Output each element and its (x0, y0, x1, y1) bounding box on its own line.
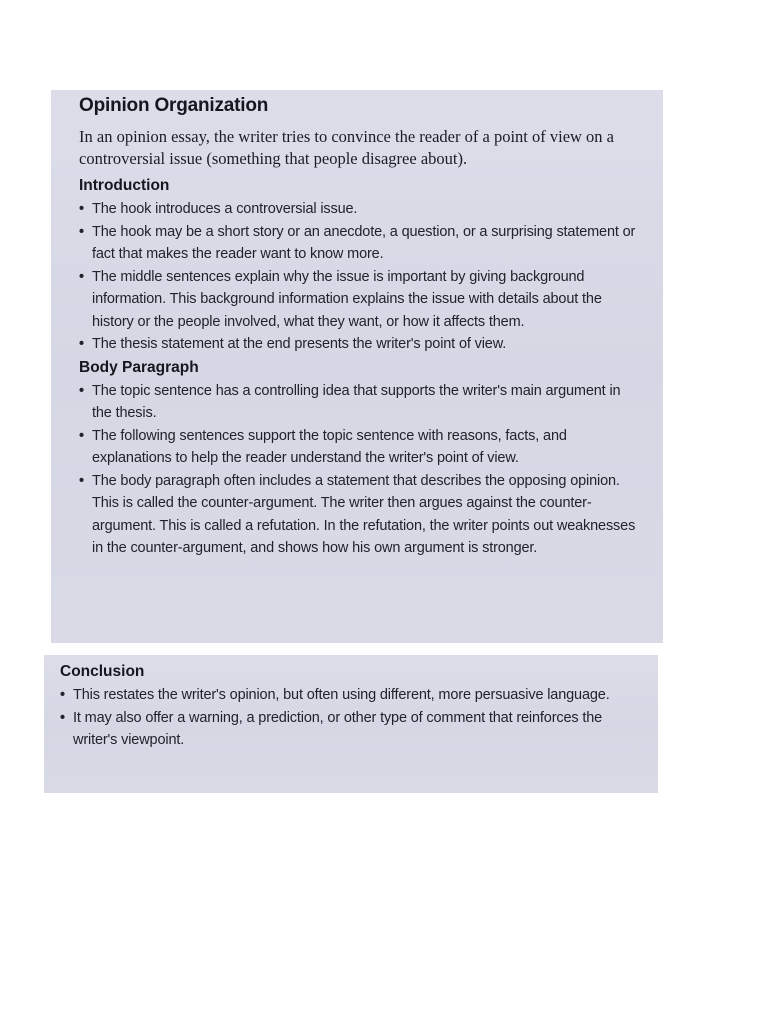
intro-paragraph: In an opinion essay, the writer tries to convince the reader of a point of view on a controversial issue (something that people disagree about). (79, 127, 615, 168)
list-item: • The middle sentences explain why the issue is important by giving background information. This background information explains the issue with details about the history or the people involved, what they want, or how it affects them. (79, 266, 643, 334)
page-title: Opinion Organization (79, 95, 269, 116)
list-item: • It may also offer a warning, a prediction, or other type of comment that reinforces the writer's viewpoint. (60, 707, 648, 752)
bullet-icon: • (79, 201, 84, 217)
bullet-icon: • (79, 382, 84, 399)
bullet-icon: • (79, 472, 84, 489)
bullet-icon: • (79, 268, 84, 285)
introduction-heading: Introduction (79, 177, 170, 194)
textbook-scan-top (51, 90, 663, 643)
bullet-icon: • (79, 223, 84, 240)
bullet-icon: • (79, 427, 84, 444)
introduction-list (79, 198, 643, 356)
body-paragraph-heading: Body Paragraph (79, 358, 199, 376)
textbook-scan-bottom (44, 655, 658, 793)
list-item: • The following sentences support the topic sentence with reasons, facts, and explanations to help the reader understand the writer's point of view. (79, 425, 643, 470)
list-item: • The hook may be a short story or an anecdote, a question, or a surprising statement or fact that makes the reader want to know more. (79, 221, 643, 266)
list-item: • The body paragraph often includes a statement that describes the opposing opinion. This is called the counter-argument. The writer then argues against the counter-argument. This is called a refutation. In the refutation, the writer points out weaknesses in the counter-argument, and shows how his own argument is stronger. (79, 470, 643, 560)
bullet-icon: • (60, 687, 65, 703)
list-item: • The hook introduces a controversial issue. (79, 198, 643, 221)
bullet-icon: • (60, 709, 65, 726)
list-item: • This restates the writer's opinion, but often using different, more persuasive language. (60, 684, 648, 707)
body-paragraph-list (79, 380, 643, 560)
list-item: • The thesis statement at the end presents the writer's point of view. (79, 333, 643, 356)
bullet-icon: • (79, 336, 84, 352)
list-item: • The topic sentence has a controlling idea that supports the writer's main argument in the thesis. (79, 380, 643, 425)
conclusion-list (60, 684, 648, 752)
conclusion-heading: Conclusion (60, 663, 145, 680)
